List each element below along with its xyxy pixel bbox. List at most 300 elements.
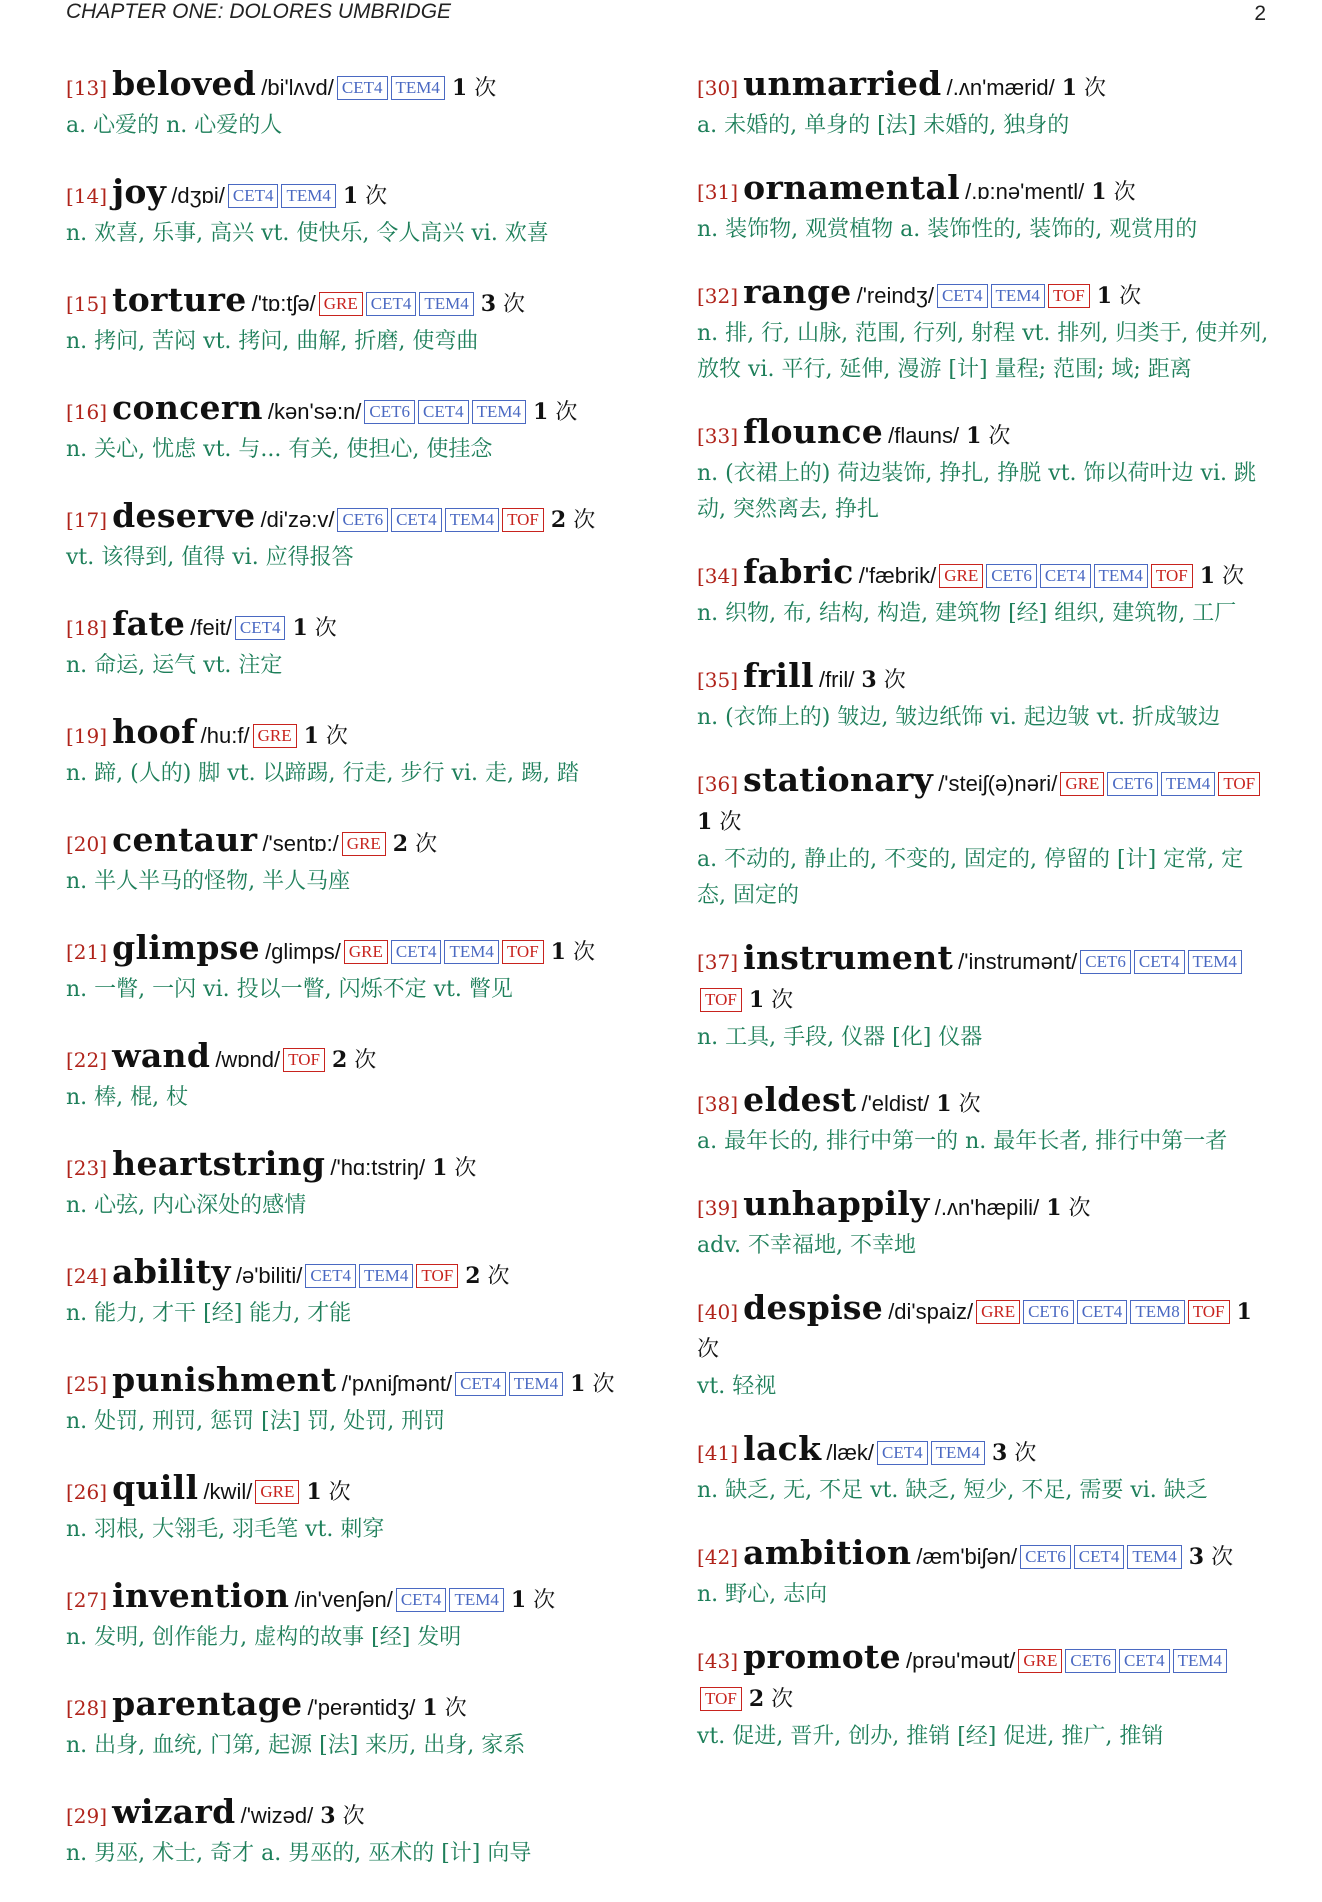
headword: punishment [112, 1360, 337, 1399]
pronunciation: /.ʌn'hæpili/ [934, 1195, 1040, 1220]
entry-number: [36] [697, 772, 739, 796]
exam-tag-badge: GRE [1060, 772, 1104, 796]
vocab-entry [697, 1186, 1269, 1264]
vocab-entry [66, 1038, 626, 1116]
exam-tag-badge: CET4 [937, 284, 988, 308]
exam-tag-badge: CET4 [391, 940, 442, 964]
entry-number: [19] [66, 724, 108, 748]
count-unit: 次 [454, 1156, 477, 1181]
exam-tag-badge: TEM8 [1130, 1300, 1184, 1324]
headword: wand [112, 1036, 211, 1075]
definition: adv. 不幸福地, 不幸地 [697, 1233, 916, 1258]
exam-tag-badge: GRE [1018, 1649, 1062, 1673]
headword: wizard [112, 1792, 236, 1831]
entry-headline [66, 1578, 626, 1620]
count-unit: 次 [1084, 76, 1107, 101]
headword: hoof [112, 712, 196, 751]
pronunciation: /'reindʒ/ [856, 283, 934, 308]
definition: vt. 该得到, 值得 vi. 应得报答 [66, 545, 354, 570]
entry-headline [66, 822, 626, 864]
occurrence-count [313, 1804, 364, 1829]
occurrence-count [386, 832, 437, 857]
entry-number: [24] [66, 1264, 108, 1288]
count-unit: 次 [503, 292, 526, 317]
entry-headline [697, 1186, 1269, 1228]
vocab-entry [697, 1639, 1269, 1755]
pronunciation: /ə'biliti/ [235, 1263, 303, 1288]
exam-tag-badge: TOF [1218, 772, 1260, 796]
entry-headline [66, 1362, 626, 1404]
entry-number: [32] [697, 284, 739, 308]
pronunciation: /'hɑ:tstriŋ/ [330, 1155, 426, 1180]
occurrence-count [1090, 284, 1141, 309]
entry-headline [697, 274, 1269, 316]
exam-tag-badge: CET4 [391, 508, 442, 532]
occurrence-count [425, 1156, 476, 1181]
entry-headline [66, 714, 626, 756]
pronunciation: /'wizəd/ [240, 1803, 314, 1828]
count-unit: 次 [958, 1092, 981, 1117]
headword: torture [112, 280, 247, 319]
entry-headline [697, 1639, 1269, 1719]
pronunciation: /.ɒ:nə'mentl/ [965, 179, 1085, 204]
occurrence-count [526, 400, 577, 425]
headword: deserve [112, 496, 256, 535]
vocab-entry [66, 606, 626, 684]
pronunciation: /wɒnd/ [215, 1047, 281, 1072]
exam-tag-badge: TEM4 [1188, 950, 1242, 974]
vocab-entry [697, 1535, 1269, 1613]
page-header [66, 0, 1266, 30]
count-unit: 次 [592, 1372, 615, 1397]
count-unit: 次 [365, 184, 388, 209]
entry-headline [697, 170, 1269, 212]
exam-tag-badge: GRE [344, 940, 388, 964]
count-value: 1 [306, 1479, 322, 1505]
count-unit: 次 [354, 1048, 377, 1073]
entry-headline [66, 930, 626, 972]
definition: n. 棒, 棍, 杖 [66, 1085, 189, 1110]
entry-number: [39] [697, 1196, 739, 1220]
entry-headline [697, 1082, 1269, 1124]
occurrence-count [504, 1588, 555, 1613]
headword: glimpse [112, 928, 260, 967]
count-unit: 次 [719, 810, 742, 835]
definition: n. 装饰物, 观赏植物 a. 装饰性的, 装饰的, 观赏用的 [697, 217, 1198, 242]
vocab-entry [697, 762, 1269, 914]
count-value: 3 [1188, 1544, 1205, 1570]
definition: n. 织物, 布, 结构, 构造, 建筑物 [经] 组织, 建筑物, 工厂 [697, 601, 1237, 626]
occurrence-count [415, 1696, 466, 1721]
count-value: 1 [451, 75, 468, 101]
count-value: 1 [1091, 179, 1107, 205]
entry-headline [697, 762, 1269, 842]
pronunciation: /.ʌn'mærid/ [946, 75, 1055, 100]
vocab-entry [66, 1470, 626, 1548]
exam-tag-badge: TOF [700, 1687, 742, 1711]
headword: beloved [112, 64, 257, 103]
headword: ability [112, 1252, 231, 1291]
count-value: 1 [303, 723, 319, 749]
count-value: 1 [550, 939, 566, 965]
entry-number: [28] [66, 1696, 108, 1720]
entry-number: [35] [697, 668, 739, 692]
count-unit: 次 [1014, 1441, 1037, 1466]
count-unit: 次 [1113, 180, 1136, 205]
entry-headline [66, 66, 626, 108]
entry-headline [66, 1686, 626, 1728]
entry-number: [23] [66, 1156, 108, 1180]
entry-headline [66, 498, 626, 540]
headword: unmarried [743, 64, 942, 103]
exam-tag-badge: CET4 [1119, 1649, 1170, 1673]
pronunciation: /'eldist/ [861, 1091, 930, 1116]
count-unit: 次 [1119, 284, 1142, 309]
count-value: 1 [936, 1091, 952, 1117]
exam-tag-badge: GRE [939, 564, 983, 588]
count-unit: 次 [988, 424, 1011, 449]
vocab-entry [66, 930, 626, 1008]
pronunciation: /'tɒ:tʃə/ [251, 291, 316, 316]
right-column [697, 66, 1269, 1755]
entry-number: [34] [697, 564, 739, 588]
entry-number: [38] [697, 1092, 739, 1116]
pronunciation: /fril/ [818, 667, 855, 692]
count-unit: 次 [771, 1687, 794, 1712]
count-value: 3 [320, 1803, 336, 1829]
exam-tag-badge: GRE [342, 832, 386, 856]
entry-number: [26] [66, 1480, 108, 1504]
exam-tag-badge: TEM4 [1127, 1545, 1181, 1569]
count-value: 1 [432, 1155, 448, 1181]
count-value: 3 [480, 291, 497, 317]
entry-headline [66, 1794, 626, 1836]
definition: n. (衣裙上的) 荷边装饰, 挣扎, 挣脱 vt. 饰以荷叶边 vi. 跳动, 突然离去, 挣扎 [697, 461, 1256, 522]
headword: centaur [112, 820, 258, 859]
definition: n. 男巫, 术士, 奇才 a. 男巫的, 巫术的 [计] 向导 [66, 1841, 532, 1866]
definition: n. 处罚, 刑罚, 惩罚 [法] 罚, 处罚, 刑罚 [66, 1409, 446, 1434]
headword: ambition [743, 1533, 912, 1572]
pronunciation: /'instrumənt/ [958, 949, 1078, 974]
count-unit: 次 [328, 1480, 351, 1505]
vocab-entry [66, 714, 626, 792]
exam-tag-badge: CET4 [1077, 1300, 1128, 1324]
count-value: 1 [1061, 75, 1078, 101]
occurrence-count [1193, 564, 1244, 589]
count-value: 1 [1236, 1299, 1252, 1325]
pronunciation: /bi'lʌvd/ [261, 75, 334, 100]
definition: n. 半人半马的怪物, 半人马座 [66, 869, 351, 894]
entry-headline [697, 658, 1269, 700]
exam-tag-badge: CET6 [337, 508, 388, 532]
headword: instrument [743, 938, 954, 977]
definition: n. 心弦, 内心深处的感情 [66, 1193, 307, 1218]
count-unit: 次 [474, 76, 497, 101]
entry-number: [25] [66, 1372, 108, 1396]
exam-tag-badge: CET6 [1065, 1649, 1116, 1673]
headword: joy [112, 172, 167, 211]
exam-tag-badge: CET4 [235, 616, 286, 640]
entry-number: [42] [697, 1545, 739, 1569]
entry-number: [14] [66, 184, 108, 208]
exam-tag-badge: GRE [253, 724, 297, 748]
count-value: 1 [1096, 283, 1113, 309]
vocab-entry [66, 1146, 626, 1224]
headword: quill [112, 1468, 199, 1507]
count-unit: 次 [314, 616, 337, 641]
exam-tag-badge: CET4 [366, 292, 417, 316]
definition: n. 出身, 血统, 门第, 起源 [法] 来历, 出身, 家系 [66, 1733, 526, 1758]
vocab-entry [66, 390, 626, 468]
headword: flounce [743, 412, 884, 451]
pronunciation: /læk/ [826, 1440, 875, 1465]
exam-tag-badge: CET4 [337, 76, 388, 100]
vocab-entry [66, 498, 626, 576]
occurrence-count [1055, 76, 1106, 101]
count-value: 1 [1046, 1195, 1062, 1221]
exam-tag-badge: CET4 [455, 1372, 506, 1396]
vocab-entry [66, 66, 626, 144]
exam-tag-badge: CET6 [364, 400, 415, 424]
pronunciation: /dʒɒi/ [171, 183, 225, 208]
entry-headline [66, 390, 626, 432]
definition: n. 一瞥, 一闪 vi. 投以一瞥, 闪烁不定 vt. 瞥见 [66, 977, 513, 1002]
count-value: 1 [748, 987, 765, 1013]
exam-tag-badge: CET6 [1020, 1545, 1071, 1569]
entry-number: [18] [66, 616, 108, 640]
count-value: 1 [422, 1695, 438, 1721]
headword: promote [743, 1637, 901, 1676]
exam-tag-badge: CET4 [418, 400, 469, 424]
occurrence-count [544, 508, 595, 533]
pronunciation: /'steiʃ(ə)nəri/ [938, 771, 1058, 796]
vocab-entry [697, 66, 1269, 144]
occurrence-count [959, 424, 1010, 449]
occurrence-count [929, 1092, 980, 1117]
entry-number: [20] [66, 832, 108, 856]
vocab-entry [697, 1431, 1269, 1509]
definition: a. 未婚的, 单身的 [法] 未婚的, 独身的 [697, 113, 1070, 138]
occurrence-count [563, 1372, 614, 1397]
entry-number: [15] [66, 292, 108, 316]
exam-tag-badge: TOF [700, 988, 742, 1012]
definition: vt. 促进, 晋升, 创办, 推销 [经] 促进, 推广, 推销 [697, 1724, 1164, 1749]
definition: n. 拷问, 苦闷 vt. 拷问, 曲解, 折磨, 使弯曲 [66, 329, 479, 354]
definition: n. (衣饰上的) 皱边, 皱边纸饰 vi. 起边皱 vt. 折成皱边 [697, 705, 1220, 730]
exam-tag-badge: GRE [319, 292, 363, 316]
entry-number: [41] [697, 1441, 739, 1465]
entry-number: [22] [66, 1048, 108, 1072]
headword: lack [743, 1429, 822, 1468]
entry-headline [697, 1290, 1269, 1369]
entry-number: [33] [697, 424, 739, 448]
exam-tag-badge: TEM4 [444, 940, 498, 964]
entry-headline [697, 1535, 1269, 1577]
exam-tag-badge: TOF [1151, 564, 1193, 588]
exam-tag-badge: TEM4 [391, 76, 445, 100]
count-value: 2 [331, 1047, 348, 1073]
headword: range [743, 272, 852, 311]
pronunciation: /hu:f/ [200, 723, 250, 748]
occurrence-count [336, 184, 387, 209]
exam-tag-badge: TEM4 [931, 1441, 985, 1465]
count-unit: 次 [415, 832, 438, 857]
occurrence-count [458, 1264, 509, 1289]
entry-headline [66, 282, 626, 324]
vocab-entry [66, 1254, 626, 1332]
pronunciation: /glimps/ [265, 939, 341, 964]
count-value: 1 [1199, 563, 1216, 589]
exam-tag-badge: TEM4 [472, 400, 526, 424]
exam-tag-badge: CET4 [305, 1264, 356, 1288]
definition: n. 关心, 忧虑 vt. 与... 有关, 使担心, 使挂念 [66, 437, 493, 462]
headword: frill [743, 656, 814, 695]
headword: despise [743, 1288, 884, 1327]
exam-tag-badge: TEM4 [509, 1372, 563, 1396]
vocab-entry [66, 282, 626, 360]
entry-headline [66, 174, 626, 216]
headword: stationary [743, 760, 934, 799]
definition: n. 能力, 才干 [经] 能力, 才能 [66, 1301, 352, 1326]
occurrence-count [299, 1480, 350, 1505]
definition: n. 工具, 手段, 仪器 [化] 仪器 [697, 1025, 983, 1050]
count-value: 1 [342, 183, 359, 209]
pronunciation: /prəu'məut/ [906, 1648, 1016, 1673]
entry-headline [66, 1470, 626, 1512]
entry-number: [31] [697, 180, 739, 204]
occurrence-count [985, 1441, 1036, 1466]
exam-tag-badge: CET6 [1107, 772, 1158, 796]
count-value: 2 [392, 831, 409, 857]
exam-tag-badge: GRE [976, 1300, 1020, 1324]
exam-tag-badge: TOF [1188, 1300, 1230, 1324]
exam-tag-badge: CET4 [228, 184, 279, 208]
count-unit: 次 [342, 1804, 365, 1829]
definition: vt. 轻视 [697, 1374, 777, 1399]
occurrence-count [1182, 1545, 1233, 1570]
count-value: 1 [510, 1587, 527, 1613]
entry-number: [17] [66, 508, 108, 532]
definition: n. 命运, 运气 vt. 注定 [66, 653, 283, 678]
entry-number: [37] [697, 950, 739, 974]
exam-tag-badge: TOF [502, 940, 544, 964]
definition: n. 排, 行, 山脉, 范围, 行列, 射程 vt. 排列, 归类于, 使并列, 放牧 vi. 平行, 延伸, 漫游 [计] 量程; 范围; 域; 距离 [697, 321, 1269, 382]
occurrence-count [474, 292, 525, 317]
vocab-entry [697, 940, 1269, 1056]
entry-headline [697, 66, 1269, 108]
count-value: 1 [292, 615, 308, 641]
occurrence-count [1039, 1196, 1090, 1221]
pronunciation: /feit/ [190, 615, 232, 640]
exam-tag-badge: CET4 [1074, 1545, 1125, 1569]
count-value: 2 [748, 1686, 765, 1712]
pronunciation: /kwil/ [203, 1479, 253, 1504]
headword: heartstring [112, 1144, 326, 1183]
entry-headline [66, 1038, 626, 1080]
exam-tag-badge: TOF [1048, 284, 1090, 308]
count-unit: 次 [573, 508, 596, 533]
vocab-entry [697, 274, 1269, 388]
headword: fate [112, 604, 186, 643]
exam-tag-badge: TEM4 [1094, 564, 1148, 588]
exam-tag-badge: GRE [255, 1480, 299, 1504]
definition: n. 蹄, (人的) 脚 vt. 以蹄踢, 行走, 步行 vi. 走, 踢, 踏 [66, 761, 579, 786]
count-unit: 次 [444, 1696, 467, 1721]
entry-number: [43] [697, 1649, 739, 1673]
entry-number: [21] [66, 940, 108, 964]
pronunciation: /kən'sə:n/ [267, 399, 362, 424]
vocab-entry [697, 1082, 1269, 1160]
headword: unhappily [743, 1184, 930, 1223]
exam-tag-badge: TEM4 [445, 508, 499, 532]
definition: n. 野心, 志向 [697, 1582, 828, 1607]
exam-tag-badge: TEM4 [1173, 1649, 1227, 1673]
headword: eldest [743, 1080, 857, 1119]
count-value: 1 [533, 399, 549, 425]
count-value: 2 [550, 507, 567, 533]
count-value: 1 [697, 809, 713, 835]
exam-tag-badge: CET4 [396, 1588, 447, 1612]
headword: parentage [112, 1684, 303, 1723]
vocab-entry [66, 822, 626, 900]
entry-number: [29] [66, 1804, 108, 1828]
occurrence-count [697, 810, 741, 835]
exam-tag-badge: TEM4 [1161, 772, 1215, 796]
entry-number: [30] [697, 76, 739, 100]
vocab-entry [697, 658, 1269, 736]
definition: n. 羽根, 大翎毛, 羽毛笔 vt. 刺穿 [66, 1517, 385, 1542]
definition: a. 不动的, 静止的, 不变的, 固定的, 停留的 [计] 定常, 定态, 固定的 [697, 847, 1244, 908]
entry-headline [697, 1431, 1269, 1473]
exam-tag-badge: CET4 [1040, 564, 1091, 588]
occurrence-count [544, 940, 595, 965]
count-unit: 次 [572, 940, 595, 965]
definition: n. 欢喜, 乐事, 高兴 vt. 使快乐, 令人高兴 vi. 欢喜 [66, 221, 549, 246]
pronunciation: /'pʌniʃmənt/ [341, 1371, 453, 1396]
exam-tag-badge: TEM4 [359, 1264, 413, 1288]
headword: fabric [743, 552, 854, 591]
entry-number: [13] [66, 76, 108, 100]
count-unit: 次 [325, 724, 348, 749]
count-value: 1 [570, 1371, 586, 1397]
occurrence-count [445, 76, 496, 101]
count-unit: 次 [487, 1264, 510, 1289]
entry-headline [66, 1146, 626, 1188]
exam-tag-badge: TEM4 [991, 284, 1045, 308]
headword: concern [112, 388, 263, 427]
count-unit: 次 [555, 400, 578, 425]
vocab-entry [66, 174, 626, 252]
exam-tag-badge: CET4 [877, 1441, 928, 1465]
pronunciation: /'sentɒ:/ [262, 831, 339, 856]
count-value: 3 [861, 667, 877, 693]
count-unit: 次 [883, 668, 906, 693]
occurrence-count [1084, 180, 1135, 205]
exam-tag-badge: CET6 [1023, 1300, 1074, 1324]
count-value: 2 [465, 1263, 481, 1289]
definition: a. 最年长的, 排行中第一的 n. 最年长者, 排行中第一者 [697, 1129, 1228, 1154]
definition: n. 缺乏, 无, 不足 vt. 缺乏, 短少, 不足, 需要 vi. 缺乏 [697, 1478, 1208, 1503]
left-column [66, 66, 626, 1902]
count-unit: 次 [1211, 1545, 1234, 1570]
headword: invention [112, 1576, 290, 1615]
pronunciation: /in'venʃən/ [294, 1587, 393, 1612]
definition: a. 心爱的 n. 心爱的人 [66, 113, 283, 138]
entry-headline [697, 940, 1269, 1020]
pronunciation: /flauns/ [888, 423, 960, 448]
exam-tag-badge: TOF [283, 1048, 325, 1072]
pronunciation: /'perəntidʒ/ [307, 1695, 416, 1720]
